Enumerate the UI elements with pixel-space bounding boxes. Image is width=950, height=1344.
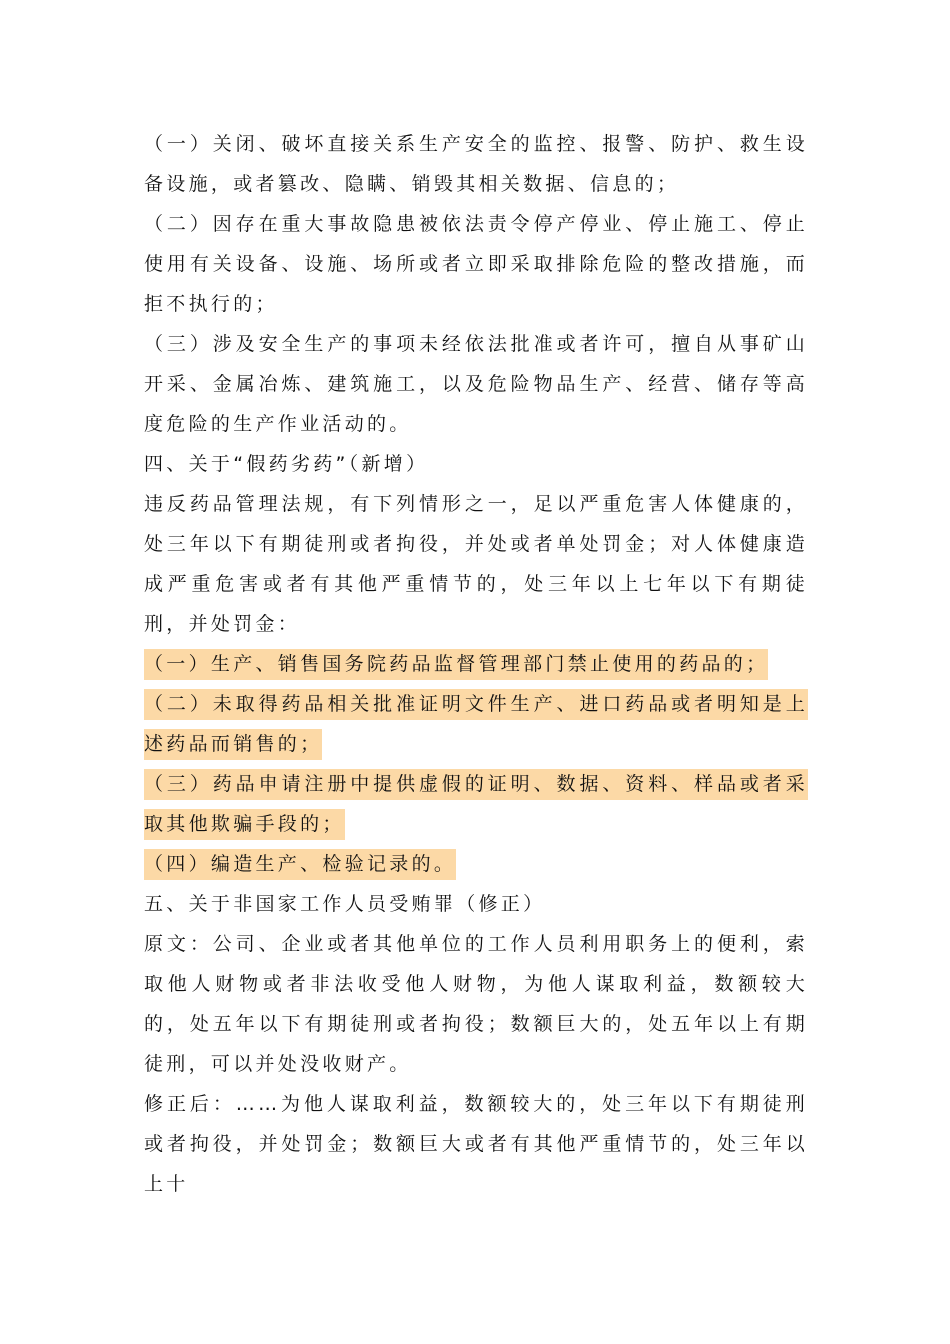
highlighted-paragraph-drug-item-4: （四）编造生产、检验记录的。 [144,844,808,884]
highlighted-paragraph-drug-item-2: （二）未取得药品相关批准证明文件生产、进口药品或者明知是上述药品而销售的； [144,684,808,764]
document-body [144,124,808,1204]
section-heading-counterfeit-drugs: 四、关于“假药劣药”（新增） [144,453,429,475]
section-heading-bribery: 五、关于非国家工作人员受贿罪（修正） [144,893,546,915]
highlighted-paragraph-drug-item-3: （三）药品申请注册中提供虚假的证明、数据、资料、样品或者采取其他欺骗手段的； [144,764,808,844]
paragraph-safety-item-2: （二）因存在重大事故隐患被依法责令停产停业、停止施工、停止使用有关设备、设施、场所或者立即采取排除危险的整改措施，而拒不执行的； [144,213,808,315]
paragraph-original-text: 原文：公司、企业或者其他单位的工作人员利用职务上的便利，索取他人财物或者非法收受他人财物，为他人谋取利益，数额较大的，处五年以下有期徒刑或者拘役；数额巨大的，处五年以上有期徒刑，可以并处没收财产。 [144,933,808,1075]
paragraph-safety-item-3: （三）涉及安全生产的事项未经依法批准或者许可，擅自从事矿山开采、金属冶炼、建筑施工，以及危险物品生产、经营、储存等高度危险的生产作业活动的。 [144,333,808,435]
paragraph-amended-text: 修正后：……为他人谋取利益，数额较大的，处三年以下有期徒刑或者拘役，并处罚金；数额巨大或者有其他严重情节的，处三年以上十 [144,1093,808,1195]
paragraph-safety-item-1: （一）关闭、破坏直接关系生产安全的监控、报警、防护、救生设备设施，或者篡改、隐瞒、销毁其相关数据、信息的； [144,133,808,195]
paragraph-drug-law-intro: 违反药品管理法规，有下列情形之一，足以严重危害人体健康的，处三年以下有期徒刑或者拘役，并处或者单处罚金；对人体健康造成严重危害或者有其他严重情节的，处三年以上七年以下有期徒刑，并处罚金： [144,493,808,635]
highlighted-paragraph-drug-item-1: （一）生产、销售国务院药品监督管理部门禁止使用的药品的； [144,644,808,684]
